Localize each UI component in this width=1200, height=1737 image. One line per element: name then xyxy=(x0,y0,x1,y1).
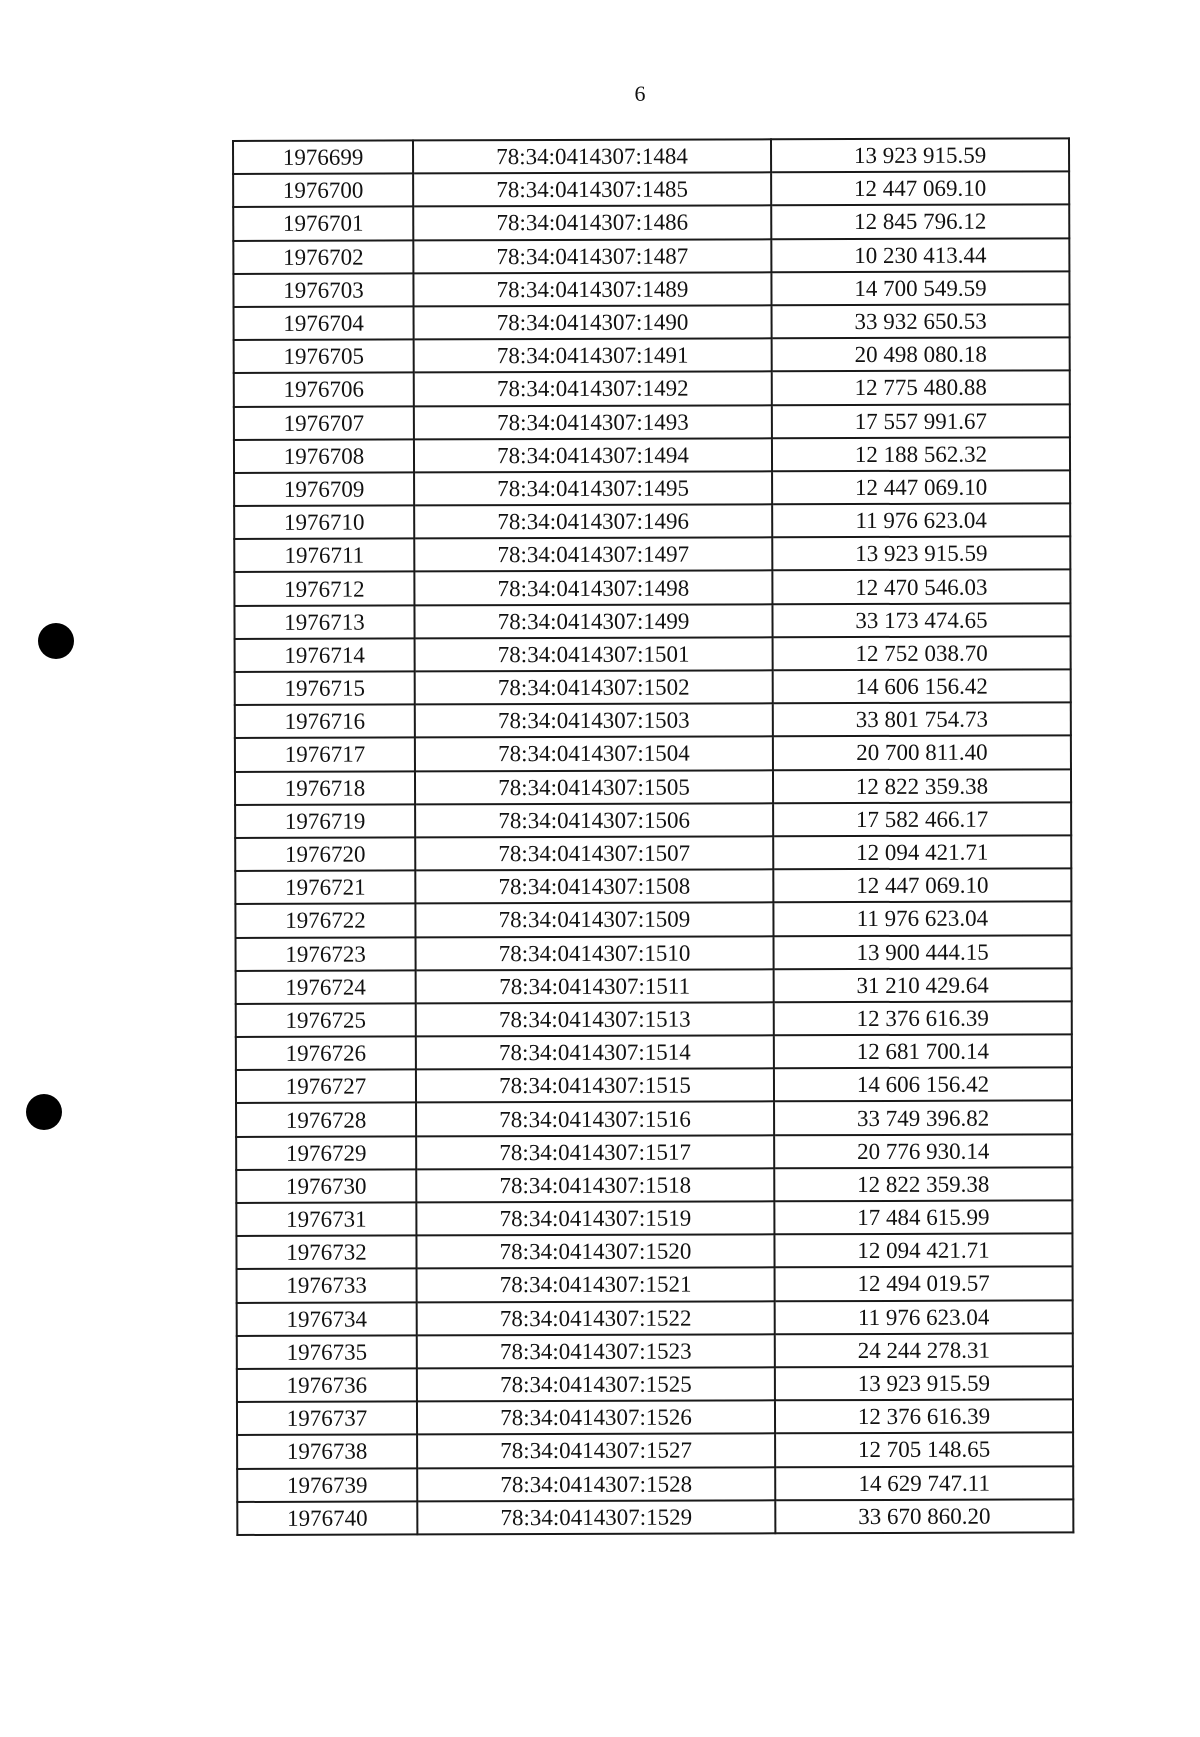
cadastral-value-cell: 12 494 019.57 xyxy=(775,1267,1073,1301)
cadastral-number-cell: 78:34:0414307:1526 xyxy=(417,1400,775,1434)
cadastral-value-cell: 14 606 156.42 xyxy=(774,1068,1072,1102)
cadastral-number-cell: 78:34:0414307:1518 xyxy=(416,1168,774,1202)
cadastral-number-cell: 78:34:0414307:1519 xyxy=(416,1201,774,1235)
cadastral-number-cell: 78:34:0414307:1517 xyxy=(416,1135,774,1169)
cadastral-value-table-wrapper xyxy=(232,137,1070,1535)
page-number: 6 xyxy=(634,81,646,106)
table-row xyxy=(237,1466,1073,1502)
table-row xyxy=(235,835,1071,871)
record-id-cell: 1976715 xyxy=(235,671,415,705)
table-row xyxy=(233,238,1069,274)
cadastral-value-cell: 20 700 811.40 xyxy=(773,736,1071,770)
cadastral-value-cell: 14 606 156.42 xyxy=(773,669,1071,703)
record-id-cell: 1976735 xyxy=(237,1335,417,1369)
cadastral-value-cell: 12 845 796.12 xyxy=(771,205,1069,239)
cadastral-number-cell: 78:34:0414307:1494 xyxy=(414,438,772,472)
table-row xyxy=(237,1366,1073,1402)
record-id-cell: 1976739 xyxy=(237,1468,417,1502)
cadastral-number-cell: 78:34:0414307:1523 xyxy=(417,1334,775,1368)
record-id-cell: 1976719 xyxy=(235,804,415,838)
cadastral-value-cell: 13 923 915.59 xyxy=(775,1366,1073,1400)
cadastral-value-cell: 12 822 359.38 xyxy=(774,1167,1072,1201)
cadastral-number-cell: 78:34:0414307:1484 xyxy=(413,139,771,173)
record-id-cell: 1976733 xyxy=(237,1269,417,1303)
record-id-cell: 1976732 xyxy=(236,1236,416,1270)
cadastral-number-cell: 78:34:0414307:1493 xyxy=(414,405,772,439)
cadastral-value-cell: 11 976 623.04 xyxy=(773,902,1071,936)
table-row xyxy=(235,802,1071,838)
cadastral-value-cell: 17 582 466.17 xyxy=(773,802,1071,836)
record-id-cell: 1976736 xyxy=(237,1368,417,1402)
cadastral-number-cell: 78:34:0414307:1490 xyxy=(414,305,772,339)
record-id-cell: 1976701 xyxy=(233,207,413,241)
cadastral-value-cell: 11 976 623.04 xyxy=(775,1300,1073,1334)
cadastral-number-cell: 78:34:0414307:1510 xyxy=(416,936,774,970)
cadastral-number-cell: 78:34:0414307:1506 xyxy=(415,803,773,837)
record-id-cell: 1976712 xyxy=(234,572,414,606)
cadastral-value-cell: 12 705 148.65 xyxy=(775,1433,1073,1467)
table-row xyxy=(236,1101,1072,1137)
cadastral-number-cell: 78:34:0414307:1498 xyxy=(414,571,772,605)
cadastral-number-cell: 78:34:0414307:1513 xyxy=(416,1002,774,1036)
cadastral-number-cell: 78:34:0414307:1486 xyxy=(413,206,771,240)
table-row xyxy=(235,769,1071,805)
table-row xyxy=(236,1200,1072,1236)
cadastral-value-cell: 12 094 421.71 xyxy=(773,835,1071,869)
table-row xyxy=(237,1399,1073,1435)
cadastral-value-cell: 12 447 069.10 xyxy=(773,868,1071,902)
record-id-cell: 1976713 xyxy=(234,605,414,639)
cadastral-number-cell: 78:34:0414307:1501 xyxy=(415,637,773,671)
record-id-cell: 1976703 xyxy=(233,273,413,307)
record-id-cell: 1976705 xyxy=(234,340,414,374)
cadastral-value-cell: 13 923 915.59 xyxy=(771,138,1069,172)
cadastral-value-cell: 12 094 421.71 xyxy=(774,1234,1072,1268)
cadastral-value-cell: 14 700 549.59 xyxy=(771,271,1069,305)
record-id-cell: 1976728 xyxy=(236,1103,416,1137)
table-row xyxy=(236,968,1072,1004)
record-id-cell: 1976721 xyxy=(235,871,415,905)
cadastral-number-cell: 78:34:0414307:1525 xyxy=(417,1367,775,1401)
record-id-cell: 1976711 xyxy=(234,539,414,573)
cadastral-value-cell: 24 244 278.31 xyxy=(775,1333,1073,1367)
table-row xyxy=(237,1433,1073,1469)
record-id-cell: 1976708 xyxy=(234,439,414,473)
cadastral-number-cell: 78:34:0414307:1487 xyxy=(413,239,771,273)
record-id-cell: 1976730 xyxy=(236,1169,416,1203)
record-id-cell: 1976716 xyxy=(235,705,415,739)
record-id-cell: 1976725 xyxy=(236,1003,416,1037)
cadastral-number-cell: 78:34:0414307:1527 xyxy=(417,1434,775,1468)
table-row xyxy=(236,1001,1072,1037)
record-id-cell: 1976718 xyxy=(235,771,415,805)
cadastral-value-cell: 12 188 562.32 xyxy=(772,437,1070,471)
cadastral-number-cell: 78:34:0414307:1489 xyxy=(413,272,771,306)
table-row xyxy=(237,1267,1073,1303)
cadastral-number-cell: 78:34:0414307:1514 xyxy=(416,1035,774,1069)
record-id-cell: 1976731 xyxy=(236,1202,416,1236)
record-id-cell: 1976699 xyxy=(233,140,413,174)
cadastral-value-cell: 12 447 069.10 xyxy=(772,470,1070,504)
table-row xyxy=(234,304,1070,340)
record-id-cell: 1976702 xyxy=(233,240,413,274)
table-row xyxy=(235,636,1071,672)
table-row xyxy=(236,1068,1072,1104)
cadastral-number-cell: 78:34:0414307:1511 xyxy=(416,969,774,1003)
table-row xyxy=(233,172,1069,208)
cadastral-number-cell: 78:34:0414307:1492 xyxy=(414,372,772,406)
cadastral-number-cell: 78:34:0414307:1504 xyxy=(415,737,773,771)
cadastral-value-cell: 13 900 444.15 xyxy=(774,935,1072,969)
record-id-cell: 1976709 xyxy=(234,472,414,506)
cadastral-number-cell: 78:34:0414307:1516 xyxy=(416,1102,774,1136)
table-row xyxy=(235,736,1071,772)
record-id-cell: 1976710 xyxy=(234,505,414,539)
cadastral-value-cell: 12 470 546.03 xyxy=(772,570,1070,604)
record-id-cell: 1976722 xyxy=(235,904,415,938)
table-row xyxy=(234,437,1070,473)
table-row xyxy=(235,669,1071,705)
cadastral-value-cell: 13 923 915.59 xyxy=(772,537,1070,571)
table-row xyxy=(234,371,1070,407)
cadastral-value-cell: 33 932 650.53 xyxy=(772,304,1070,338)
record-id-cell: 1976706 xyxy=(234,373,414,407)
cadastral-value-cell: 12 752 038.70 xyxy=(773,636,1071,670)
cadastral-value-cell: 33 801 754.73 xyxy=(773,703,1071,737)
record-id-cell: 1976729 xyxy=(236,1136,416,1170)
table-row xyxy=(236,1134,1072,1170)
cadastral-value-cell: 11 976 623.04 xyxy=(772,503,1070,537)
table-row xyxy=(235,902,1071,938)
record-id-cell: 1976707 xyxy=(234,406,414,440)
table-row xyxy=(233,138,1069,174)
cadastral-number-cell: 78:34:0414307:1497 xyxy=(414,538,772,572)
table-row xyxy=(236,935,1072,971)
cadastral-number-cell: 78:34:0414307:1491 xyxy=(414,338,772,372)
table-row xyxy=(233,271,1069,307)
cadastral-value-cell: 17 557 991.67 xyxy=(772,404,1070,438)
table-body xyxy=(233,138,1073,1534)
cadastral-value-cell: 12 681 700.14 xyxy=(774,1034,1072,1068)
record-id-cell: 1976738 xyxy=(237,1435,417,1469)
table-row xyxy=(233,205,1069,241)
cadastral-number-cell: 78:34:0414307:1503 xyxy=(415,703,773,737)
record-id-cell: 1976717 xyxy=(235,738,415,772)
cadastral-value-cell: 20 498 080.18 xyxy=(772,337,1070,371)
cadastral-value-cell: 12 775 480.88 xyxy=(772,371,1070,405)
cadastral-number-cell: 78:34:0414307:1509 xyxy=(415,903,773,937)
cadastral-value-cell: 31 210 429.64 xyxy=(774,968,1072,1002)
record-id-cell: 1976704 xyxy=(234,306,414,340)
cadastral-number-cell: 78:34:0414307:1515 xyxy=(416,1069,774,1103)
cadastral-value-cell: 12 376 616.39 xyxy=(775,1399,1073,1433)
table-row xyxy=(237,1499,1073,1535)
cadastral-number-cell: 78:34:0414307:1485 xyxy=(413,172,771,206)
table-row xyxy=(234,603,1070,639)
table-row xyxy=(234,470,1070,506)
cadastral-number-cell: 78:34:0414307:1508 xyxy=(415,869,773,903)
cadastral-number-cell: 78:34:0414307:1521 xyxy=(417,1268,775,1302)
cadastral-number-cell: 78:34:0414307:1496 xyxy=(414,504,772,538)
table-row xyxy=(237,1300,1073,1336)
record-id-cell: 1976734 xyxy=(237,1302,417,1336)
cadastral-number-cell: 78:34:0414307:1502 xyxy=(415,670,773,704)
record-id-cell: 1976720 xyxy=(235,837,415,871)
cadastral-value-cell: 20 776 930.14 xyxy=(774,1134,1072,1168)
cadastral-value-cell: 12 376 616.39 xyxy=(774,1001,1072,1035)
table-row xyxy=(235,868,1071,904)
record-id-cell: 1976724 xyxy=(236,970,416,1004)
table-row xyxy=(236,1167,1072,1203)
cadastral-value-cell: 33 173 474.65 xyxy=(772,603,1070,637)
record-id-cell: 1976700 xyxy=(233,174,413,208)
table-row xyxy=(236,1234,1072,1270)
record-id-cell: 1976737 xyxy=(237,1402,417,1436)
cadastral-value-cell: 33 670 860.20 xyxy=(775,1499,1073,1533)
cadastral-number-cell: 78:34:0414307:1528 xyxy=(417,1467,775,1501)
table-row xyxy=(234,570,1070,606)
cadastral-value-cell: 14 629 747.11 xyxy=(775,1466,1073,1500)
table-row xyxy=(234,503,1070,539)
cadastral-value-cell: 12 822 359.38 xyxy=(773,769,1071,803)
table-row xyxy=(236,1034,1072,1070)
margin-dot-upper xyxy=(38,623,74,659)
table-row xyxy=(235,703,1071,739)
cadastral-number-cell: 78:34:0414307:1522 xyxy=(417,1301,775,1335)
cadastral-value-cell: 10 230 413.44 xyxy=(771,238,1069,272)
margin-dot-lower xyxy=(26,1094,62,1130)
cadastral-value-cell: 12 447 069.10 xyxy=(771,172,1069,206)
cadastral-value-cell: 33 749 396.82 xyxy=(774,1101,1072,1135)
cadastral-number-cell: 78:34:0414307:1505 xyxy=(415,770,773,804)
record-id-cell: 1976740 xyxy=(237,1501,417,1535)
record-id-cell: 1976723 xyxy=(236,937,416,971)
table-row xyxy=(234,537,1070,573)
cadastral-value-cell: 17 484 615.99 xyxy=(774,1200,1072,1234)
table-row xyxy=(234,337,1070,373)
cadastral-number-cell: 78:34:0414307:1499 xyxy=(414,604,772,638)
cadastral-value-table xyxy=(232,137,1074,1536)
cadastral-number-cell: 78:34:0414307:1529 xyxy=(417,1500,775,1534)
cadastral-number-cell: 78:34:0414307:1495 xyxy=(414,471,772,505)
table-row xyxy=(234,404,1070,440)
record-id-cell: 1976727 xyxy=(236,1070,416,1104)
cadastral-number-cell: 78:34:0414307:1507 xyxy=(415,836,773,870)
cadastral-number-cell: 78:34:0414307:1520 xyxy=(416,1234,774,1268)
record-id-cell: 1976726 xyxy=(236,1036,416,1070)
table-row xyxy=(237,1333,1073,1369)
record-id-cell: 1976714 xyxy=(235,638,415,672)
